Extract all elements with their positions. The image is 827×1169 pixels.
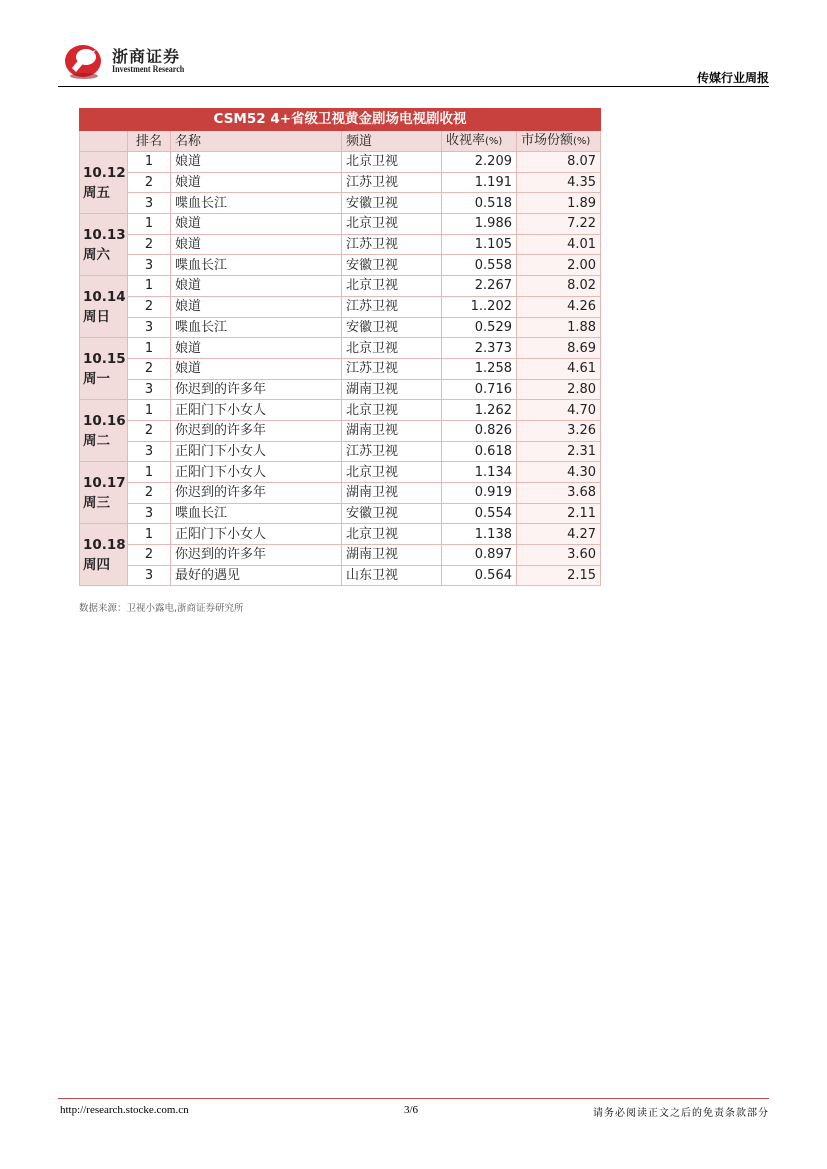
cell-share: 7.22: [517, 214, 601, 235]
cell-name: 你迟到的许多年: [171, 483, 342, 504]
table-row: [80, 152, 601, 173]
cell-share: 1.89: [517, 193, 601, 214]
cell-rank: 3: [128, 441, 171, 462]
cell-share: 4.61: [517, 358, 601, 379]
cell-rating: 2.373: [442, 338, 517, 359]
cell-name: 正阳门下小女人: [171, 462, 342, 483]
table-row: [80, 255, 601, 276]
cell-share: 8.07: [517, 152, 601, 173]
cell-channel: 江苏卫视: [342, 296, 442, 317]
cell-channel: 江苏卫视: [342, 441, 442, 462]
cell-rank: 2: [128, 420, 171, 441]
cell-channel: 安徽卫视: [342, 317, 442, 338]
table-row: [80, 234, 601, 255]
weekday-label: 周五: [83, 184, 110, 201]
weekday-label: 周一: [83, 370, 110, 387]
table-row: [80, 503, 601, 524]
logo-english-text: Investment Research: [112, 65, 185, 75]
cell-rating: 1.191: [442, 172, 517, 193]
cell-rating: 0.518: [442, 193, 517, 214]
date-label: 10.15: [83, 350, 126, 367]
date-cell: [80, 462, 128, 524]
cell-channel: 北京卫视: [342, 214, 442, 235]
cell-rating: 0.716: [442, 379, 517, 400]
cell-name: 娘道: [171, 172, 342, 193]
cell-share: 4.26: [517, 296, 601, 317]
cell-channel: 北京卫视: [342, 276, 442, 297]
cell-rank: 1: [128, 152, 171, 173]
header-share: [517, 131, 601, 152]
cell-rank: 3: [128, 317, 171, 338]
disclaimer-note: 请务必阅读正文之后的免责条款部分: [593, 1108, 769, 1119]
page-number: 3/6: [404, 1104, 419, 1116]
cell-name: 正阳门下小女人: [171, 524, 342, 545]
cell-share: 2.15: [517, 565, 601, 586]
header-share-unit: (%): [573, 136, 591, 147]
table-row: [80, 193, 601, 214]
table-row: [80, 545, 601, 566]
cell-name: 最好的遇见: [171, 565, 342, 586]
date-cell: [80, 338, 128, 400]
cell-name: 喋血长江: [171, 193, 342, 214]
weekday-label: 周四: [83, 556, 110, 573]
weekday-label: 周二: [83, 432, 110, 449]
footer-url[interactable]: http://research.stocke.com.cn: [60, 1104, 189, 1116]
cell-rating: 1.986: [442, 214, 517, 235]
cell-share: 4.70: [517, 400, 601, 421]
cell-rank: 3: [128, 565, 171, 586]
cell-channel: 北京卫视: [342, 338, 442, 359]
table-title-row: [80, 109, 601, 131]
cell-rank: 2: [128, 172, 171, 193]
cell-name: 娘道: [171, 358, 342, 379]
cell-rating: 0.558: [442, 255, 517, 276]
table-row: [80, 400, 601, 421]
table-row: [80, 214, 601, 235]
date-label: 10.14: [83, 288, 126, 305]
weekday-label: 周六: [83, 246, 110, 263]
cell-rating: 1..202: [442, 296, 517, 317]
cell-rating: 1.258: [442, 358, 517, 379]
cell-share: 3.68: [517, 483, 601, 504]
header-divider: [58, 86, 769, 87]
cell-share: 1.88: [517, 317, 601, 338]
table-row: [80, 462, 601, 483]
cell-rank: 2: [128, 483, 171, 504]
cell-channel: 北京卫视: [342, 152, 442, 173]
cell-name: 娘道: [171, 296, 342, 317]
cell-rank: 2: [128, 545, 171, 566]
table-row: [80, 379, 601, 400]
cell-rank: 1: [128, 214, 171, 235]
cell-channel: 湖南卫视: [342, 483, 442, 504]
cell-name: 你迟到的许多年: [171, 545, 342, 566]
cell-channel: 安徽卫视: [342, 503, 442, 524]
cell-channel: 湖南卫视: [342, 545, 442, 566]
cell-share: 4.01: [517, 234, 601, 255]
cell-rank: 1: [128, 338, 171, 359]
cell-rank: 3: [128, 379, 171, 400]
header-date: [80, 131, 128, 152]
cell-channel: 江苏卫视: [342, 172, 442, 193]
table-row: [80, 565, 601, 586]
cell-channel: 北京卫视: [342, 400, 442, 421]
cell-share: 4.35: [517, 172, 601, 193]
cell-channel: 江苏卫视: [342, 358, 442, 379]
cell-rating: 1.262: [442, 400, 517, 421]
cell-rating: 0.919: [442, 483, 517, 504]
date-label: 10.13: [83, 226, 126, 243]
cell-rank: 2: [128, 234, 171, 255]
logo-chinese-text: 浙商证券: [112, 47, 181, 66]
cell-name: 娘道: [171, 152, 342, 173]
cell-rating: 2.267: [442, 276, 517, 297]
cell-rating: 1.105: [442, 234, 517, 255]
header-rating-unit: (%): [485, 136, 503, 147]
cell-rank: 1: [128, 276, 171, 297]
cell-name: 喋血长江: [171, 255, 342, 276]
cell-channel: 安徽卫视: [342, 255, 442, 276]
cell-rating: 0.529: [442, 317, 517, 338]
cell-rank: 1: [128, 462, 171, 483]
cell-share: 8.02: [517, 276, 601, 297]
cell-share: 2.11: [517, 503, 601, 524]
cell-name: 娘道: [171, 234, 342, 255]
cell-rating: 0.826: [442, 420, 517, 441]
table-row: [80, 338, 601, 359]
cell-share: 8.69: [517, 338, 601, 359]
cell-name: 你迟到的许多年: [171, 379, 342, 400]
cell-rating: 0.618: [442, 441, 517, 462]
cell-share: 2.00: [517, 255, 601, 276]
table-row: [80, 483, 601, 504]
cell-rank: 3: [128, 255, 171, 276]
header-rank: 排名: [128, 131, 171, 152]
cell-channel: 江苏卫视: [342, 234, 442, 255]
cell-rating: 0.897: [442, 545, 517, 566]
table-body: [80, 152, 601, 586]
table-row: [80, 441, 601, 462]
header-channel: 频道: [342, 131, 442, 152]
header-rating-label: 收视率: [446, 133, 486, 148]
cell-rating: 0.564: [442, 565, 517, 586]
source-note: 数据来源：卫视小露电,浙商证券研究所: [79, 603, 244, 614]
footer-divider: [58, 1098, 769, 1099]
date-cell: [80, 400, 128, 462]
cell-name: 喋血长江: [171, 503, 342, 524]
company-logo: [62, 40, 192, 80]
cell-rank: 3: [128, 193, 171, 214]
logo-icon: [62, 40, 104, 80]
cell-rating: 2.209: [442, 152, 517, 173]
cell-name: 正阳门下小女人: [171, 400, 342, 421]
cell-share: 4.27: [517, 524, 601, 545]
date-label: 10.17: [83, 474, 126, 491]
cell-share: 3.60: [517, 545, 601, 566]
cell-channel: 北京卫视: [342, 524, 442, 545]
cell-name: 你迟到的许多年: [171, 420, 342, 441]
table-row: [80, 358, 601, 379]
ratings-table: [79, 108, 601, 586]
cell-channel: 安徽卫视: [342, 193, 442, 214]
date-cell: [80, 214, 128, 276]
cell-share: 3.26: [517, 420, 601, 441]
report-title: 传媒行业周报: [696, 71, 769, 85]
table-title: CSM52 4+省级卫视黄金剧场电视剧收视: [80, 109, 601, 131]
weekday-label: 周三: [83, 494, 110, 511]
date-label: 10.12: [83, 164, 126, 181]
table-row: [80, 420, 601, 441]
table-row: [80, 524, 601, 545]
table-row: [80, 172, 601, 193]
header-name: 名称: [171, 131, 342, 152]
cell-share: 4.30: [517, 462, 601, 483]
date-label: 10.18: [83, 536, 126, 553]
table-row: [80, 296, 601, 317]
cell-name: 娘道: [171, 338, 342, 359]
cell-channel: 山东卫视: [342, 565, 442, 586]
date-label: 10.16: [83, 412, 126, 429]
cell-name: 正阳门下小女人: [171, 441, 342, 462]
cell-rating: 1.134: [442, 462, 517, 483]
cell-rank: 1: [128, 524, 171, 545]
cell-rating: 1.138: [442, 524, 517, 545]
cell-channel: 湖南卫视: [342, 379, 442, 400]
header-rating: [442, 131, 517, 152]
weekday-label: 周日: [83, 308, 110, 325]
header-share-label: 市场份额: [521, 133, 574, 148]
cell-channel: 北京卫视: [342, 462, 442, 483]
table-header-row: [80, 131, 601, 152]
cell-channel: 湖南卫视: [342, 420, 442, 441]
cell-name: 喋血长江: [171, 317, 342, 338]
table-row: [80, 317, 601, 338]
date-cell: [80, 524, 128, 586]
table-row: [80, 276, 601, 297]
cell-name: 娘道: [171, 276, 342, 297]
cell-rank: 2: [128, 296, 171, 317]
cell-rank: 2: [128, 358, 171, 379]
cell-rank: 1: [128, 400, 171, 421]
date-cell: [80, 152, 128, 214]
cell-name: 娘道: [171, 214, 342, 235]
cell-rating: 0.554: [442, 503, 517, 524]
cell-share: 2.80: [517, 379, 601, 400]
cell-share: 2.31: [517, 441, 601, 462]
date-cell: [80, 276, 128, 338]
cell-rank: 3: [128, 503, 171, 524]
